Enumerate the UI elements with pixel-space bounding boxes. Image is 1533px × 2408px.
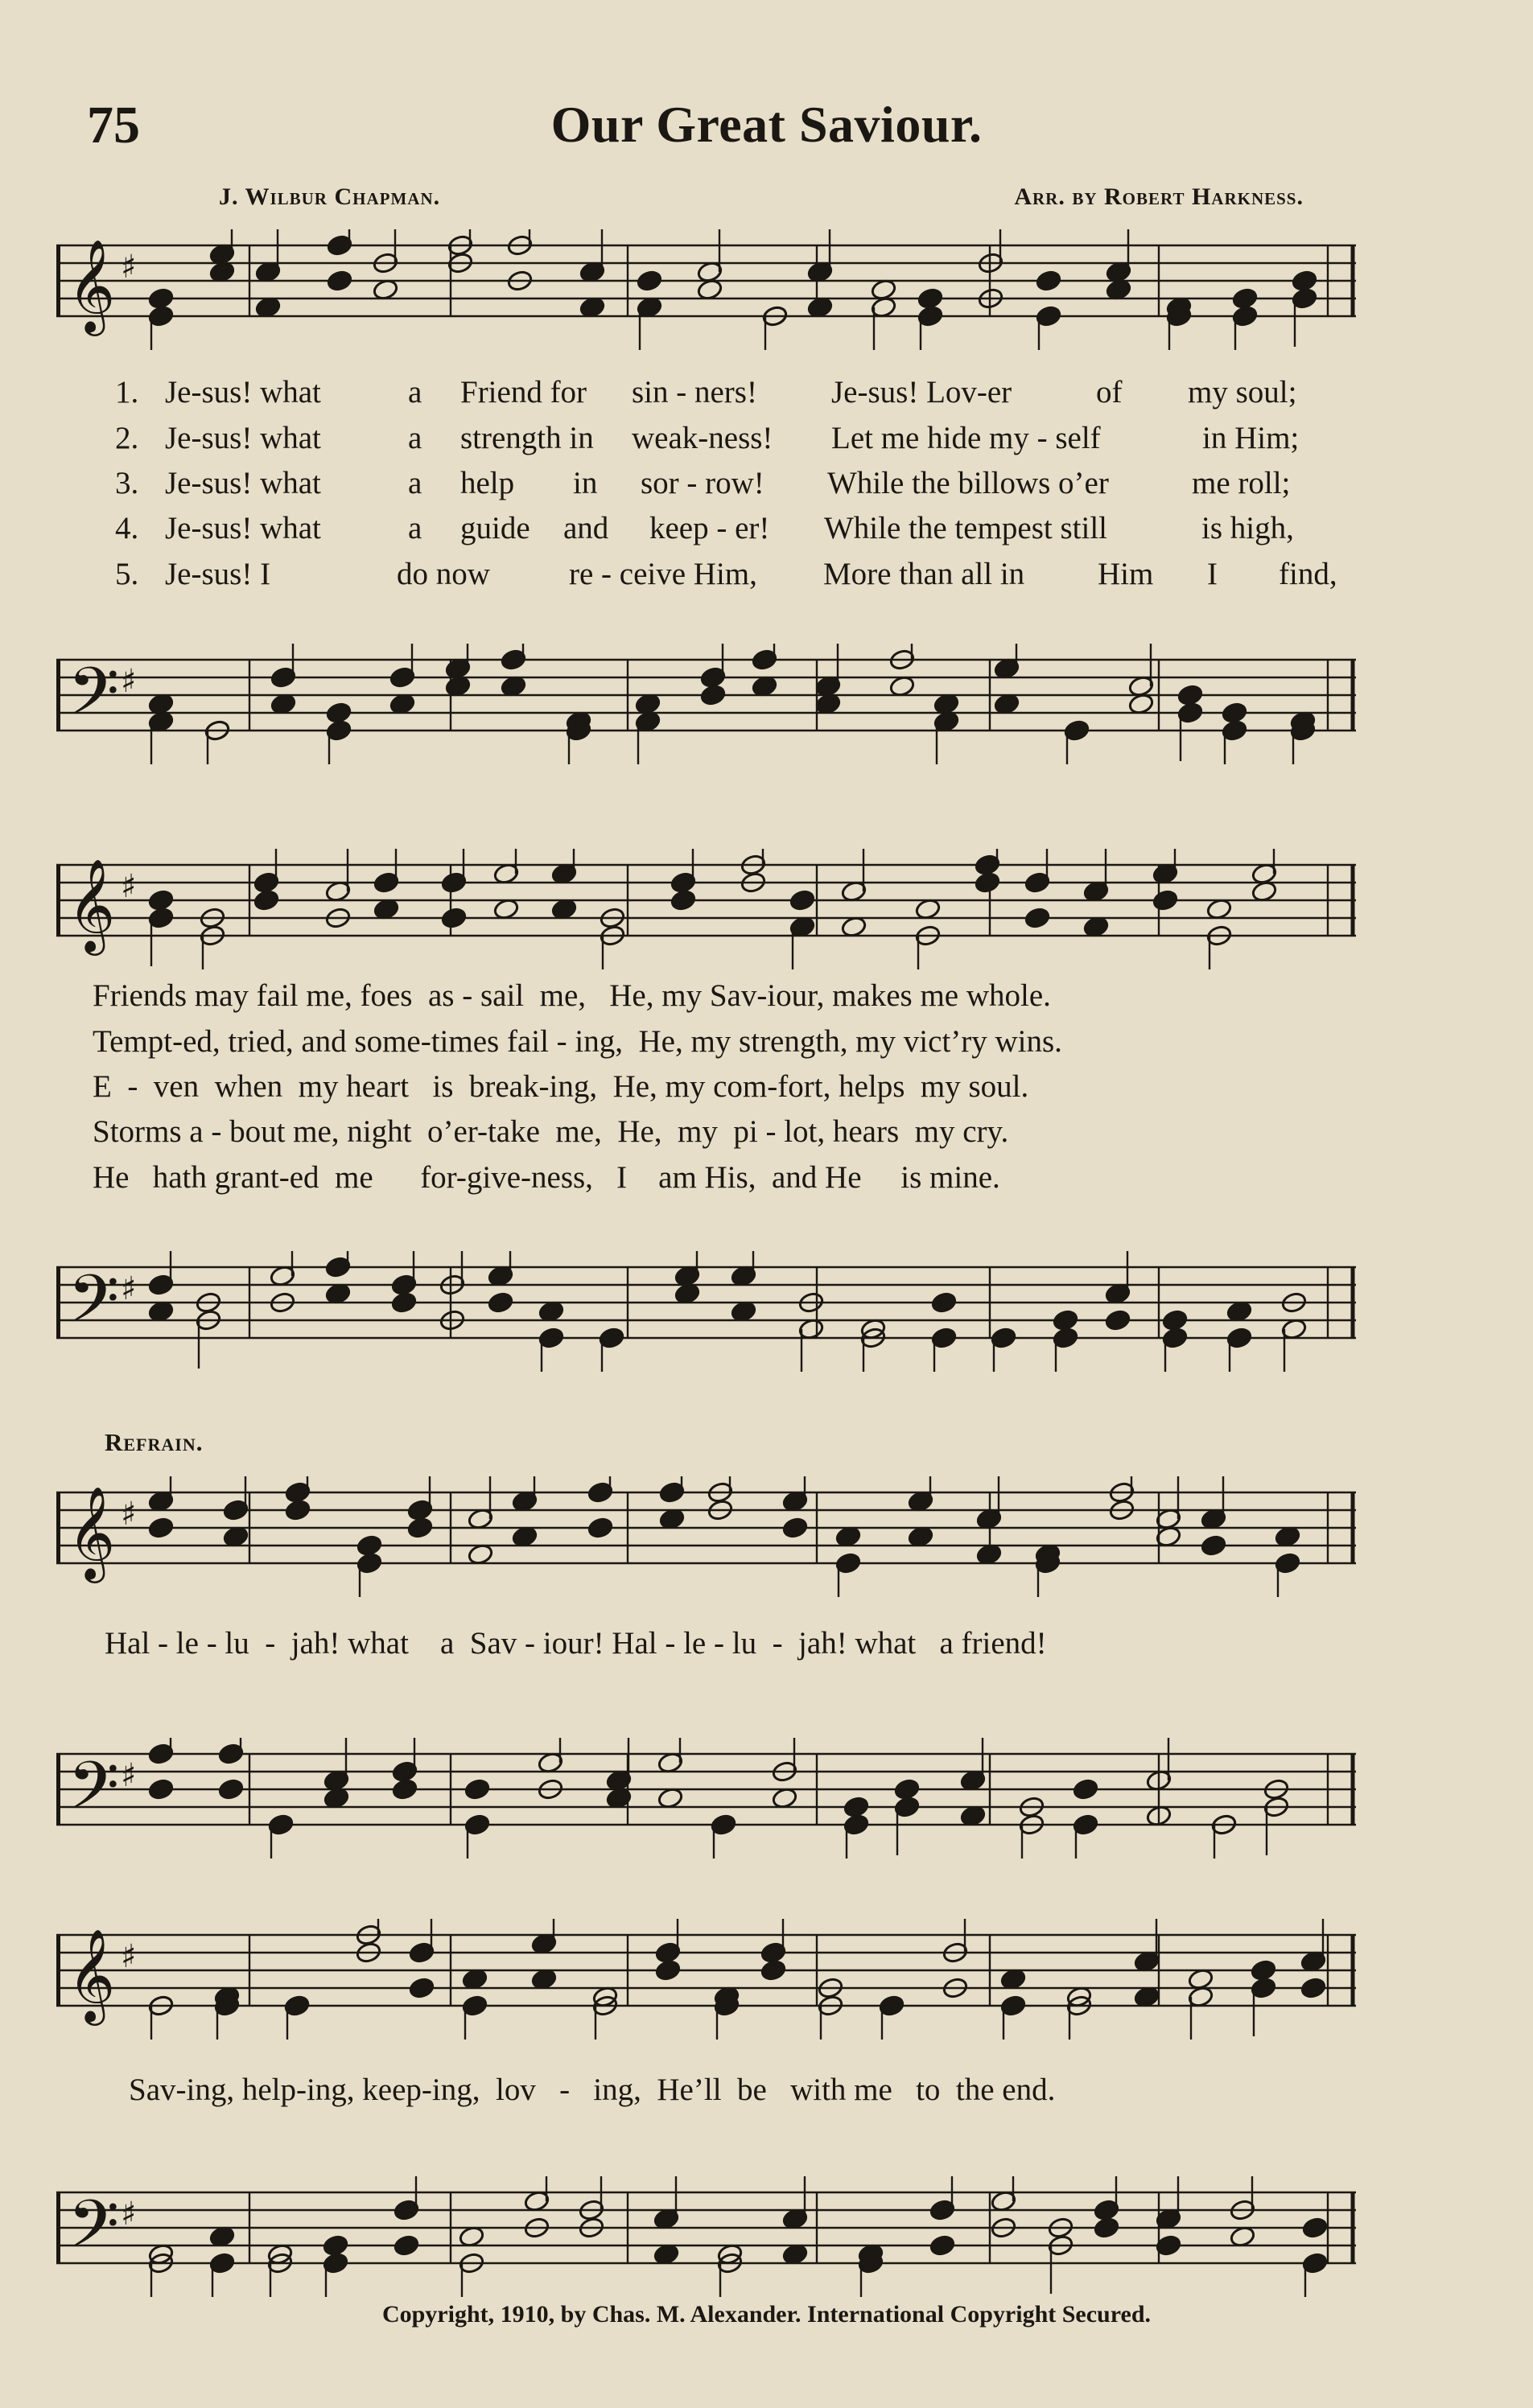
svg-text:𝄞: 𝄞 (68, 238, 116, 332)
music-system-3-treble (56, 1476, 1356, 1597)
music-system-3-bass (56, 1738, 1356, 1858)
svg-text:♯: ♯ (121, 1495, 137, 1533)
verse-b-line-4: Storms a - bout me, night o’er-take me, He, my pi - lot, hears my cry. (93, 1114, 1009, 1149)
verse-b-line-3: E - ven when my heart is break-ing, He, my com-fort, helps my soul. (93, 1069, 1029, 1104)
verse-b-line-1: Friends may fail me, foes as - sail me, He, my Sav-iour, makes me whole. (93, 978, 1051, 1013)
refrain-line-1: Hal - le - lu - jah! what a Sav - iour! Hal - le - lu - jah! what a friend! (105, 1626, 1047, 1661)
arranger-credit: Arr. by Robert Harkness. (1014, 183, 1304, 210)
hymn-title: Our Great Saviour. (550, 96, 983, 153)
svg-text:♯: ♯ (121, 867, 137, 905)
svg-text:𝄞: 𝄞 (68, 858, 116, 952)
copyright-notice: Copyright, 1910, by Chas. M. Alexander. International Copyright Secured. (381, 2301, 1152, 2328)
verse-b-line-5: He hath grant-ed me for-give-ness, I am His, and He is mine. (93, 1160, 1000, 1195)
svg-text:𝄢: 𝄢 (68, 1260, 120, 1354)
author-credit: J. Wilbur Chapman. (219, 183, 441, 210)
svg-text:♯: ♯ (121, 662, 137, 700)
svg-text:𝄢: 𝄢 (68, 1747, 120, 1841)
svg-text:𝄢: 𝄢 (68, 652, 120, 747)
music-system-4-treble (56, 1919, 1356, 2040)
svg-text:♯: ♯ (121, 2195, 137, 2233)
music-system-1-treble (56, 229, 1356, 350)
music-system-4-bass (56, 2176, 1356, 2297)
svg-text:♯: ♯ (121, 248, 137, 286)
svg-text:𝄞: 𝄞 (68, 1928, 116, 2022)
svg-text:♯: ♯ (121, 1270, 137, 1307)
svg-text:𝄞: 𝄞 (68, 1485, 116, 1579)
music-system-2-treble (56, 849, 1356, 969)
music-system-1-bass (56, 644, 1356, 764)
music-system-2-bass (56, 1251, 1356, 1372)
refrain-label: Refrain. (105, 1428, 204, 1456)
svg-text:𝄢: 𝄢 (68, 2185, 120, 2279)
svg-text:♯: ♯ (121, 1937, 137, 1975)
refrain-line-2: Sav-ing, help-ing, keep-ing, lov - ing, He’ll be with me to the end. (129, 2073, 1056, 2107)
verse-b-line-2: Tempt-ed, tried, and some-times fail - ing, He, my strength, my vict’ry wins. (93, 1024, 1062, 1059)
hymn-number: 75 (87, 96, 140, 154)
svg-text:♯: ♯ (121, 1756, 137, 1794)
